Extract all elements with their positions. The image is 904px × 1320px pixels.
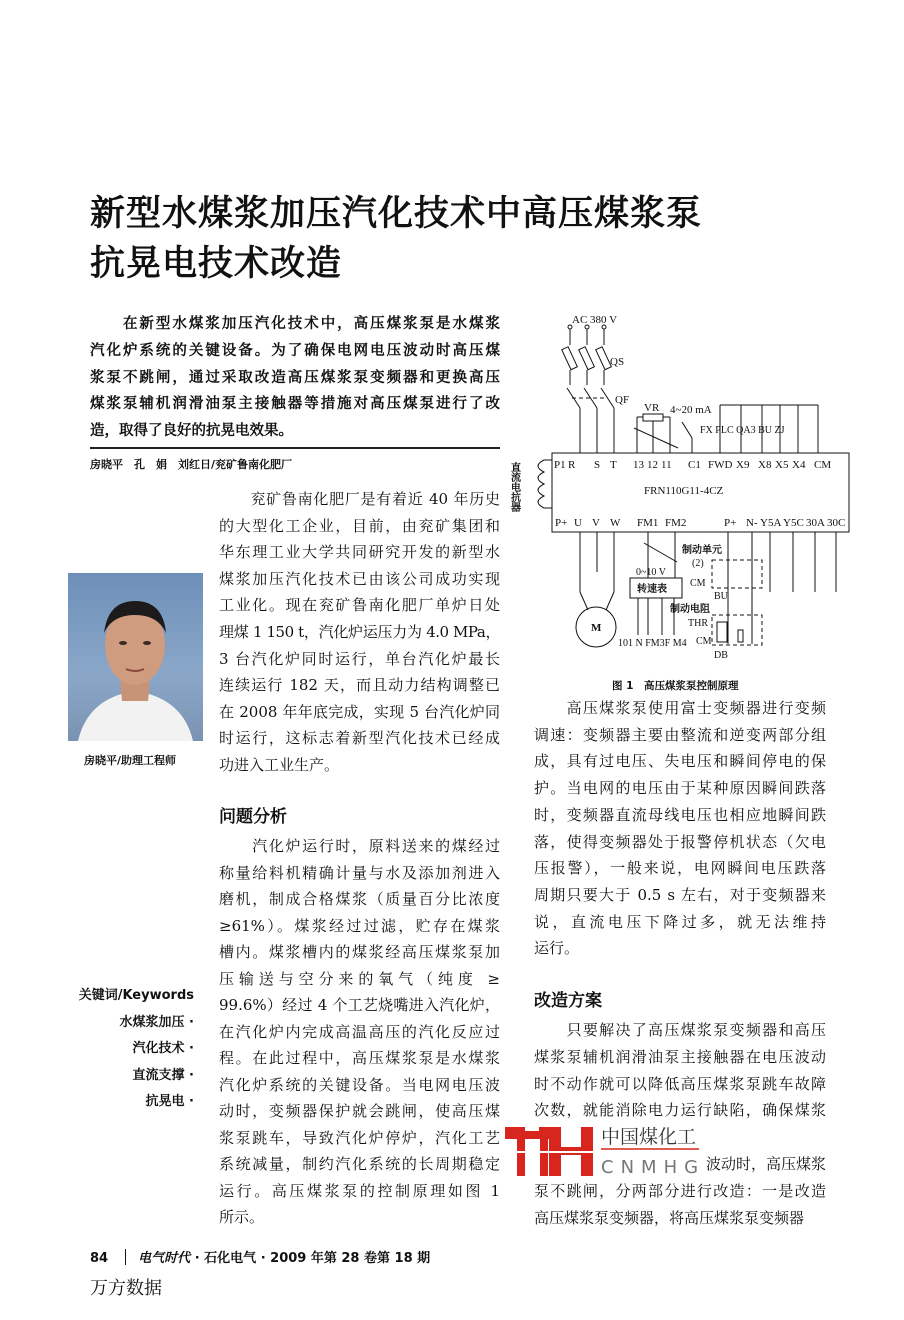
terminal-label: X9 — [736, 459, 750, 471]
label-qs: QS — [610, 356, 625, 368]
authors: 房晓平 孔 娟 刘红日/兖矿鲁南化肥厂 — [90, 458, 293, 471]
terminal-label: V — [592, 517, 600, 529]
terminal-label: FM2 — [665, 517, 687, 529]
page-footer — [90, 1247, 430, 1266]
label-bu: BU — [714, 591, 728, 602]
text-line: 高压煤浆泵使用富士变频器进行变频 — [534, 699, 826, 717]
terminal-label: CM — [814, 459, 832, 471]
terminal-label: R — [568, 459, 576, 471]
terminal-label: X5 — [775, 459, 789, 471]
text-line: 次数，就能消除电力运行缺陷，确保煤浆 — [534, 1101, 826, 1120]
text-line: 时不动作就可以降低高压煤浆泵跳车故障 — [534, 1074, 826, 1093]
terminal-label: FWD — [708, 459, 733, 471]
text-line: 调速：变频器主要由整流和逆变两部分组 — [534, 725, 826, 744]
label-brake-unit-no: (2) — [692, 558, 704, 569]
text-line: 运行。高压煤浆泵的控制原理如图 1 — [219, 1181, 500, 1200]
abstract-divider — [90, 447, 500, 449]
text-line: 理煤 1 150 t，汽化炉运压力为 4.0 MPa， — [219, 623, 500, 641]
label-tacho-terminals: 101 N FM3F M4 — [618, 638, 687, 649]
text-line: 所示。 — [219, 1208, 265, 1226]
author-photo — [68, 573, 203, 741]
terminal-label: Y5A — [760, 517, 782, 529]
terminal-label: 12 — [647, 459, 658, 471]
top-terminals — [554, 459, 831, 471]
terminal-label: T — [610, 459, 617, 471]
label-supply: AC 380 V — [572, 314, 618, 326]
terminal-label: C1 — [688, 459, 701, 471]
terminal-label: 11 — [661, 459, 672, 471]
footer-divider — [125, 1249, 126, 1265]
terminal-label: X4 — [792, 459, 806, 471]
text-line: 压报警），一般来说，电网瞬间电压跌落 — [534, 859, 826, 878]
section-heading-analysis: 问题分析 — [219, 807, 287, 827]
text-line: 波动时，高压煤浆 — [706, 1155, 827, 1173]
terminal-label: S — [594, 459, 601, 471]
text-line: 运行。 — [534, 939, 580, 958]
label-vr: VR — [644, 402, 660, 414]
text-line: 护。当电网的电压由于某种原因瞬间跌落 — [534, 779, 826, 798]
label-brake-unit: 制动单元 — [682, 545, 722, 556]
terminal-label: U — [574, 517, 582, 529]
watermark-en: CNMHG — [601, 1157, 706, 1178]
text-line: 槽内。煤浆槽内的煤浆经高压煤浆泵加 — [219, 943, 500, 961]
source-label: 万方数据 — [90, 1278, 162, 1299]
section-heading-plan: 改造方案 — [534, 991, 602, 1011]
label-current: 4~20 mA — [670, 404, 712, 416]
text-line: 煤浆泵辅机润滑油泵主接触器等措施对高压煤泵进行了改 — [90, 396, 500, 413]
text-line: 系统减量，制约汽化系统的长周期稳定 — [219, 1155, 500, 1173]
label-db: DB — [714, 650, 728, 661]
text-line: 兖矿鲁南化肥厂是有着近 40 年历史 — [219, 490, 500, 508]
text-line: 在新型水煤浆加压汽化技术中，高压煤浆泵是水煤浆 — [90, 316, 500, 332]
text-line: 磨机，制成合格煤浆（质量百分比浓度 — [219, 890, 500, 908]
text-line: 程。在此过程中，高压煤浆泵是水煤浆 — [219, 1049, 500, 1067]
keywords-label: 关键词/Keywords — [78, 988, 194, 1003]
page-number: 84 — [90, 1251, 109, 1266]
text-line: 造，取得了良好的抗晃电效果。 — [90, 423, 293, 440]
keyword: 直流支撑 · — [132, 1068, 194, 1083]
terminal-label: P+ — [555, 517, 568, 529]
text-line: 压输送与空分来的氧气（纯度 ≥ — [219, 969, 500, 988]
text-line: 只要解决了高压煤浆泵变频器和高压 — [534, 1021, 826, 1039]
text-line: 华东理工业大学共同研究开发的新型水 — [219, 543, 500, 562]
text-line: 3 台汽化炉同时运行，单台汽化炉最长 — [219, 649, 500, 668]
text-line: 浆泵跳车，导致汽化炉停炉，汽化工艺 — [219, 1128, 500, 1147]
terminal-label: FM1 — [637, 517, 659, 529]
terminal-label: P+ — [724, 517, 737, 529]
bottom-terminals — [555, 517, 845, 529]
label-inverter-model: FRN110G11-4CZ — [644, 485, 724, 497]
label-reactor: 直流电抗器 — [508, 462, 520, 512]
text-line: 周期只要大于 0.5 s 左右，对于变频器来 — [534, 885, 826, 904]
text-line: 99.6%）经过 4 个工艺烧嘴进入汽化炉， — [219, 996, 500, 1014]
terminal-label: 30C — [827, 517, 846, 529]
terminal-label: 13 — [633, 459, 644, 471]
terminal-label: P1 — [554, 459, 566, 471]
text-line: 时运行，这标志着新型汽化技术已经成 — [219, 729, 500, 748]
keyword: 汽化技术 · — [132, 1041, 194, 1056]
text-line: 泵不跳闸，分两部分进行改造：一是改造 — [534, 1181, 826, 1200]
text-line: 煤浆泵辅机润滑油泵主接触器在电压波动 — [534, 1047, 826, 1066]
text-line: 说，直流电压下降过多，就无法维持 — [534, 912, 826, 931]
text-line: 工业化。现在兖矿鲁南化肥厂单炉日处 — [219, 596, 500, 615]
cnmhg-watermark-logo — [503, 1121, 706, 1179]
watermark-cn: 中国煤化工 — [601, 1126, 697, 1148]
label-brake-resistor: 制动电阻 — [670, 604, 710, 615]
article-title-line-2: 抗晃电技术改造 — [90, 244, 343, 284]
label-contacts: FX PLC QA3 BU ZJ — [700, 425, 785, 436]
journal-issue: · 石化电气 · 2009 年第 28 卷第 18 期 — [194, 1251, 431, 1266]
terminal-label: X8 — [758, 459, 772, 471]
label-cm: CM — [696, 636, 712, 647]
text-line: 称量给料机精确计量与水及添加剂进入 — [219, 863, 500, 882]
text-line: 汽化炉系统的关键设备。当电网电压波 — [219, 1075, 500, 1094]
label-tachometer: 转速表 — [637, 584, 667, 595]
label-motor: M — [591, 622, 602, 634]
label-cm: CM — [690, 578, 706, 589]
article-title-line-1: 新型水煤浆加压汽化技术中高压煤浆泵 — [90, 194, 703, 234]
control-circuit-diagram — [510, 310, 855, 675]
text-line: 汽化炉运行时，原料送来的煤经过 — [219, 837, 500, 855]
keyword: 水煤浆加压 · — [119, 1015, 194, 1030]
figure-caption: 图 1 高压煤浆泵控制原理 — [612, 680, 739, 692]
photo-caption: 房晓平/助理工程师 — [84, 754, 177, 767]
terminal-label: W — [610, 517, 621, 529]
text-line: 连续运行 182 天，而且动力结构调整已 — [219, 676, 500, 695]
text-line: ≥61%）。煤浆经过过滤，贮存在煤浆 — [219, 916, 500, 935]
text-line: 的大型化工企业，目前，由兖矿集团和 — [219, 516, 500, 535]
terminal-label: N- — [746, 517, 758, 529]
text-line: 动时，变频器保护就会跳闸，使高压煤 — [219, 1102, 500, 1120]
text-line: 煤浆加压汽化技术已由该公司成功实现 — [219, 569, 500, 588]
journal-logo: 电气时代 — [138, 1251, 191, 1266]
text-line: 落，使得变频器处于报警停机状态（欠电 — [534, 832, 826, 851]
label-thr: THR — [688, 618, 708, 629]
terminal-label: Y5C — [783, 517, 804, 529]
text-line: 时，变频器直流母线电压也相应地瞬间跌 — [534, 805, 826, 824]
label-0-10v: 0~10 V — [636, 567, 666, 578]
keyword: 抗晃电 · — [145, 1094, 194, 1109]
text-line: 浆泵不跳闸，通过采取改造高压煤浆泵变频器和更换高压 — [90, 369, 500, 386]
text-line: 在 2008 年年底完成，实现 5 台汽化炉同 — [219, 702, 500, 721]
text-line: 在汽化炉内完成高温高压的汽化反应过 — [219, 1022, 500, 1041]
text-line: 功进入工业生产。 — [219, 756, 340, 774]
label-qf: QF — [615, 394, 630, 406]
text-line: 成，具有过电压、失电压和瞬间停电的保 — [534, 752, 826, 771]
text-line: 汽化炉系统的关键设备。为了确保电网电压波动时高压煤 — [90, 342, 500, 359]
text-line: 高压煤浆泵变频器，将高压煤浆泵变频器 — [534, 1208, 805, 1227]
terminal-label: 30A — [806, 517, 825, 529]
